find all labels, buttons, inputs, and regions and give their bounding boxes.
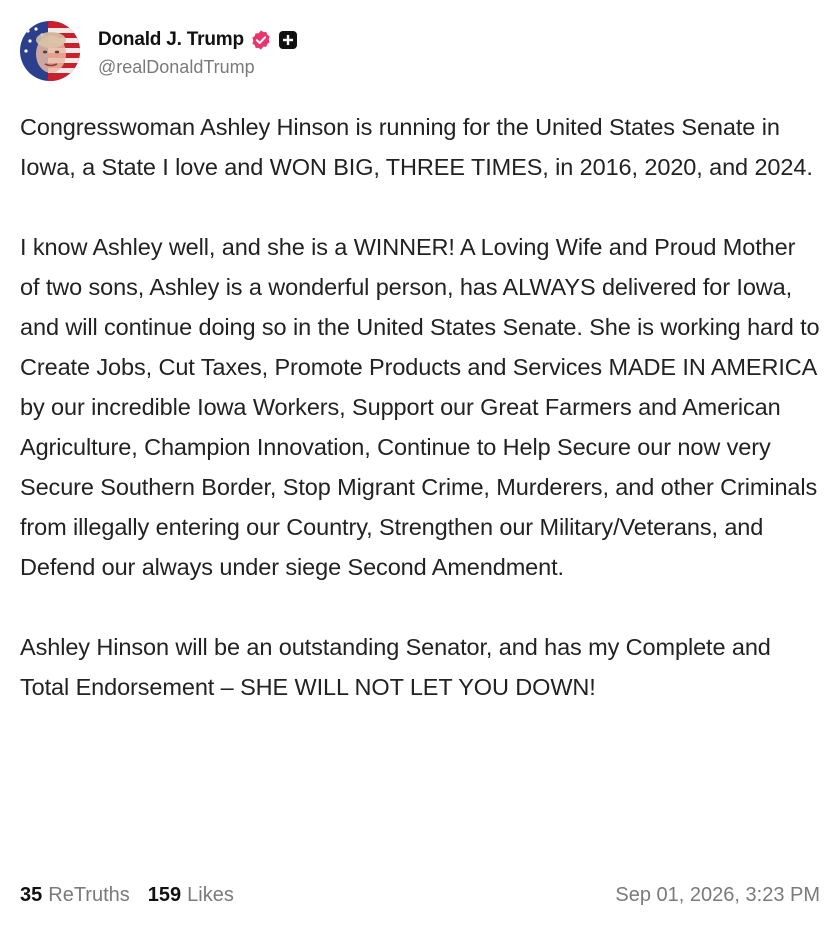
author-display-name[interactable]: Donald J. Trump	[98, 28, 244, 50]
post-header	[20, 20, 298, 82]
post-timestamp[interactable]: Sep 01, 2026, 3:23 PM	[615, 883, 820, 906]
post-footer	[20, 878, 820, 912]
retruths-stat[interactable]	[20, 884, 130, 907]
verified-badge-icon	[250, 29, 272, 51]
display-name-row	[98, 25, 298, 55]
retruths-label: ReTruths	[48, 883, 130, 906]
avatar[interactable]	[20, 21, 80, 81]
author-names	[98, 25, 298, 78]
post-body	[20, 107, 820, 707]
author-handle[interactable]: @realDonaldTrump	[98, 56, 255, 77]
flag-portrait-avatar-icon	[20, 21, 80, 81]
post-paragraph-2: I know Ashley well, and she is a WINNER! A Loving Wife and Proud Mother of two sons, Ashley is a wonderful person, has ALWAYS delivered for Iowa, and will continue doing so in the United States Senate. She is working hard to Create Jobs, Cut Taxes, Promote Products and Services MADE IN AMERICA by our incredible Iowa Workers, Support our Great Farmers and American Agriculture, Champion Innovation, Continue to Help Secure our now very Secure Southern Border, Stop Migrant Crime, Murderers, and other Criminals from illegally entering our Country, Strengthen our Military/Veterans, and Defend our always under siege Second Amendment.	[20, 234, 820, 580]
retruths-count: 35	[20, 883, 43, 906]
likes-count: 159	[147, 883, 182, 906]
plus-square-icon	[278, 30, 298, 50]
post-paragraph-1: Congresswoman Ashley Hinson is running for the United States Senate in Iowa, a State I love and WON BIG, THREE TIMES, in 2016, 2020, and 2024.	[20, 114, 813, 180]
post-paragraph-3: Ashley Hinson will be an outstanding Senator, and has my Complete and Total Endorsement – SHE WILL NOT LET YOU DOWN!	[20, 634, 771, 700]
likes-label: Likes	[187, 883, 234, 906]
likes-stat[interactable]	[148, 884, 234, 907]
